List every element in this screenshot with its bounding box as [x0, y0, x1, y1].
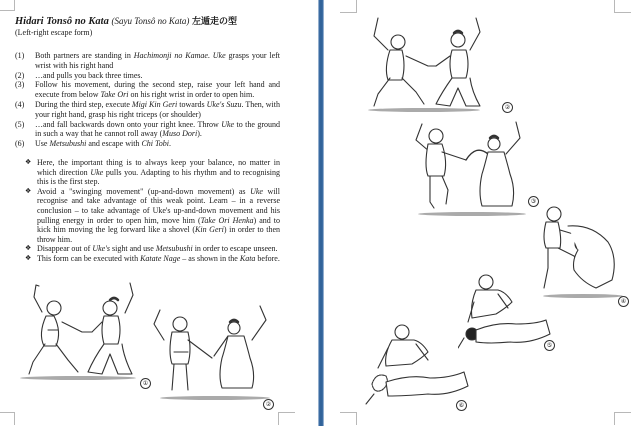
illustration-figure-2 [150, 300, 280, 408]
right-page [324, 0, 640, 426]
step-text: …and pulls you back three times. [35, 70, 143, 80]
figure-number-1: ① [140, 378, 151, 389]
crop-mark-top-left [0, 0, 15, 11]
left-page [0, 0, 318, 426]
title-japanese: 左遁走の型 [192, 17, 238, 27]
figure-number-5: ⑤ [544, 340, 555, 351]
crop-mark-bottom-left [340, 412, 357, 425]
note-item [25, 253, 280, 264]
figure-number-2: ② [263, 399, 274, 410]
crop-mark-top-left [340, 0, 357, 13]
illustration-figure-3 [412, 118, 542, 218]
figure-number-2-right: ② [502, 102, 513, 113]
step-item [15, 80, 280, 100]
step-item [15, 120, 280, 140]
note-text: This form can be executed with Katate Nage – as shown in the Kata before. [37, 253, 280, 263]
figure-number-6: ⑥ [456, 400, 467, 411]
note-text: Here, the important thing is to always keep your balance, no matter in which direction Uke pulls you. Adapting to his rhythm and to recognising this is the first step. [37, 158, 281, 187]
step-number: (2) [15, 70, 25, 80]
step-item [15, 71, 280, 81]
note-item [25, 244, 280, 254]
step-text: Both partners are standing in Hachimonji no Kamae. Uke grasps your left wrist with his right hand [35, 51, 281, 70]
note-text: Avoid a "swinging movement" (up-and-down movement) as Uke will recognise and take advantage of this weak point. Learn – in a reverse conclusion – to take advantage of Uke's up-and-down movement and his pulling energy in order to open him, move him (Take Ori Henka) and to kick him moving the leg forward like a shovel (Kin Geri) in order to then throw him. [37, 186, 281, 244]
diamond-bullet-icon: ❖ [25, 244, 32, 253]
step-text: Use Metsubushi and escape with Chi Tobi. [35, 139, 171, 149]
step-text: …and fall backwards down onto your right knee. Throw Uke to the ground in such a way that he cannot roll away (Muso Dori). [35, 119, 280, 139]
crop-mark-bottom-right [614, 412, 631, 425]
figure-number-4: ④ [618, 296, 629, 307]
diamond-bullet-icon: ❖ [25, 186, 32, 195]
diamond-bullet-icon: ❖ [25, 253, 32, 262]
step-number: (3) [15, 80, 25, 90]
step-number: (5) [15, 119, 25, 129]
step-item [15, 100, 280, 120]
step-item [15, 139, 280, 149]
note-text: Disappear out of Uke's sight and use Metsubushi in order to escape unseen. [37, 244, 278, 254]
steps-list [15, 51, 280, 149]
illustration-figure-2-right [364, 14, 511, 114]
step-number: (6) [15, 139, 25, 149]
note-item [25, 186, 281, 245]
note-item [25, 158, 281, 187]
crop-mark-bottom-right [278, 412, 295, 425]
illustration-figure-1 [18, 280, 153, 387]
step-number: (4) [15, 99, 25, 109]
crop-mark-bottom-left [0, 412, 15, 425]
step-text: During the third step, execute Migi Kin Geri towards Uke's Suzu. Then, with your right hand, grasp his right triceps (or shoulder) [35, 99, 281, 119]
title-alt: (Sayu Tonsô no Kata) [111, 16, 190, 26]
diamond-bullet-icon: ❖ [25, 158, 32, 166]
illustration-figure-5 [458, 272, 558, 357]
figure-number-3: ③ [528, 196, 539, 207]
page-title [15, 14, 237, 27]
step-text: Follow his movement, during the second step, raise your left hand and execute from below Take Ori on his right wrist in order to open him. [35, 80, 280, 100]
crop-mark-top-right [614, 0, 631, 13]
step-item [15, 51, 280, 71]
step-number: (1) [15, 51, 25, 60]
notes-list [25, 158, 281, 264]
illustration-figure-6 [360, 322, 470, 412]
page-subtitle: (Left-right escape form) [15, 28, 93, 37]
title-main: Hidari Tonsô no Kata [15, 16, 109, 27]
